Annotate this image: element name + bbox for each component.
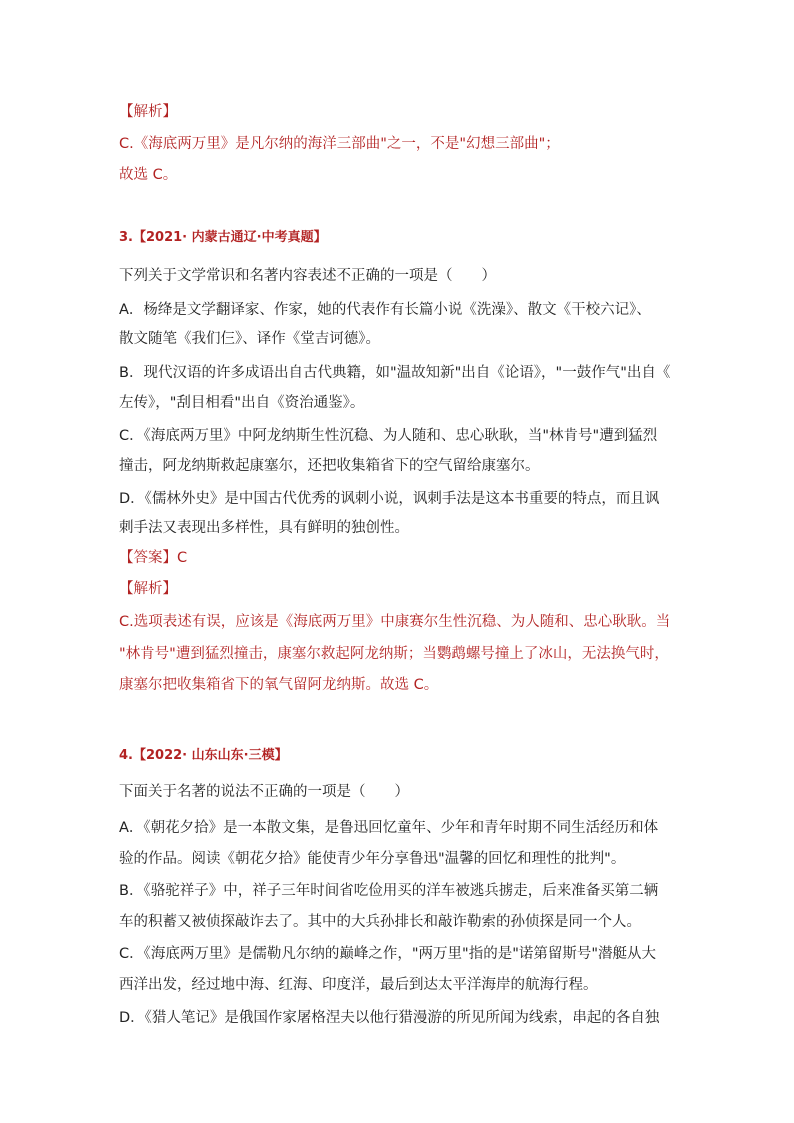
q3-analysis-line: "林肯号"遭到猛烈撞击，康塞尔救起阿龙纳斯；当鹦鹉螺号撞上了冰山，无法换气时， <box>119 646 669 662</box>
q3-answer <box>119 548 187 568</box>
q4-heading: 4.【2022· 山东山东·三模】 <box>119 748 288 763</box>
q3-option-line: D．《儒林外史》是中国古代优秀的讽刺小说，讽刺手法是这本书重要的特点，而且讽 <box>119 491 660 507</box>
q3-heading: 3.【2021· 内蒙古通辽·中考真题】 <box>119 230 327 245</box>
q4-option-line: 验的作品。阅读《朝花夕拾》能使青少年分享鲁迅"温馨的回忆和理性的批判"。 <box>119 851 626 867</box>
q3-option-line: 散文随笔《我们仨》、译作《堂吉诃德》。 <box>119 331 380 347</box>
q3-option-line: 左传》，"刮目相看"出自《资治通鉴》。 <box>119 395 365 411</box>
q4-option-line: A．《朝花夕拾》是一本散文集，是鲁迅回忆童年、少年和青年时期不同生活经历和体 <box>119 820 659 836</box>
q2-analysis-line: 故选 C。 <box>119 167 178 183</box>
q3-option-line: B．现代汉语的许多成语出自古代典籍，如"温故知新"出自《论语》，"一鼓作气"出自《 <box>119 365 671 381</box>
q3-analysis-line: 康塞尔把收集箱省下的氧气留阿龙纳斯。故选 C。 <box>119 677 439 693</box>
q2-analysis-label: 【解析】 <box>119 104 177 120</box>
q3-option-line: 刺手法又表现出多样性，具有鲜明的独创性。 <box>119 520 409 536</box>
q2-analysis-line: C.《海底两万里》是凡尔纳的海洋三部曲"之一，不是"幻想三部曲"； <box>119 136 560 152</box>
q4-option-line: 西洋出发，经过地中海、红海、印度洋，最后到达太平洋海岸的航海行程。 <box>119 977 598 993</box>
q3-answer-label: 【答案】 <box>119 550 177 566</box>
q3-stem: 下列关于文学常识和名著内容表述不正确的一项是（ ） <box>119 268 496 284</box>
q3-option-line: A．杨绛是文学翻译家、作家，她的代表作有长篇小说《洗澡》、散文《干校六记》、 <box>119 302 651 318</box>
q4-option-line: D．《猎人笔记》是俄国作家屠格涅夫以他行猎漫游的所见所闻为线索，串起的各自独 <box>119 1010 660 1026</box>
q4-option-line: C．《海底两万里》是儒勒凡尔纳的巅峰之作，"两万里"指的是"诺第留斯号"潜艇从大 <box>119 946 657 962</box>
q4-stem: 下面关于名著的说法不正确的一项是（ ） <box>119 784 409 800</box>
q3-option-line: C．《海底两万里》中阿龙纳斯生性沉稳、为人随和、忠心耿耿，当"林肯号"遭到猛烈 <box>119 428 658 444</box>
q3-answer-value: C <box>177 550 188 566</box>
q4-option-line: 车的积蓄又被侦探敲诈去了。其中的大兵孙排长和敲诈勒索的孙侦探是同一个人。 <box>119 914 641 930</box>
q3-analysis-label: 【解析】 <box>119 581 177 597</box>
q3-option-line: 撞击，阿龙纳斯救起康塞尔，还把收集箱省下的空气留给康塞尔。 <box>119 458 540 474</box>
q4-option-line: B．《骆驼祥子》中，祥子三年时间省吃俭用买的洋车被逃兵掳走，后来准备买第二辆 <box>119 883 659 899</box>
q3-analysis-line: C.选项表述有误，应该是《海底两万里》中康赛尔生性沉稳、为人随和、忠心耿耿。当 <box>119 614 671 630</box>
